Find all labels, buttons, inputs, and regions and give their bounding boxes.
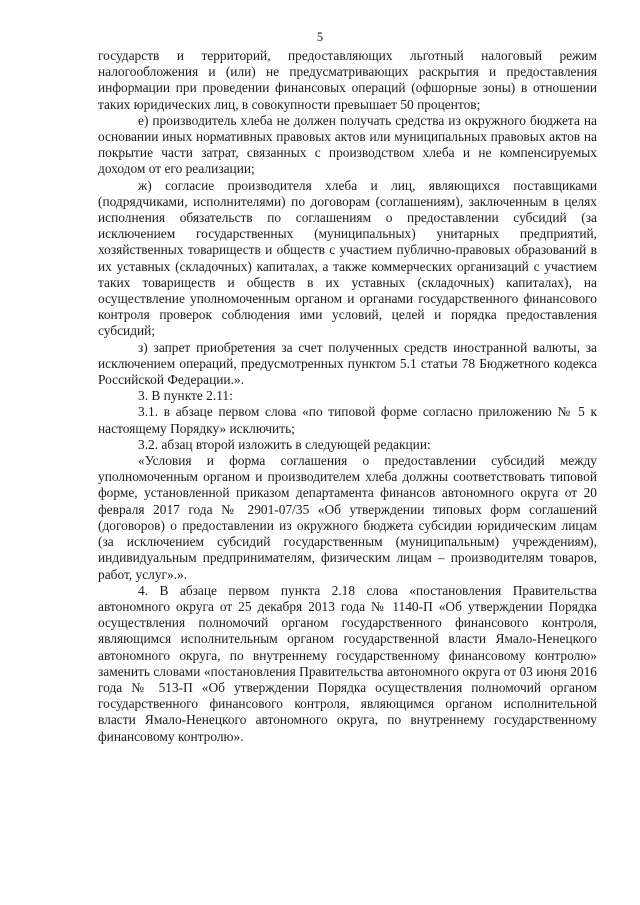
paragraph-point-3-2: 3.2. абзац второй изложить в следующей редакции:: [138, 436, 431, 452]
paragraph-point-4: 4. В абзаце первом пункта 2.18 слова «постановления Правительства автономного округа от 25 декабря 2013 года № 1140-П «Об утверждении Порядка осуществления полномочий органом государственного финансового контроля, являющимся исполнительным органом государственной власти Ямало-Ненецкого автономного округа, по внутреннему государственному финансовому контролю» заменить словами «постановления Правительства автономного округа от 03 июня 2016 года № 513-П «Об утверждении Порядка осуществления полномочий органом государственного финансового контроля, являющимся органом исполнительной власти Ямало-Ненецкого автономного округа, по внутреннему государственному финансовому контролю».: [98, 582, 597, 744]
paragraph-item-e: е) производитель хлеба не должен получать средства из окружного бюджета на основании иных нормативных правовых актов или муниципальных правовых актов на покрытие части затрат, связанных с производством хлеба и не компенсируемых доходом от его реализации;: [98, 112, 597, 177]
page-number: 5: [316, 30, 324, 44]
paragraph-point-3-1: 3.1. в абзаце первом слова «по типовой форме согласно приложению № 5 к настоящему Порядку» исключить;: [98, 404, 597, 436]
paragraph-point-3: 3. В пункте 2.11:: [138, 388, 233, 404]
paragraph-quoted-text: «Условия и форма соглашения о предоставлении субсидий между уполномоченным органом и производителем хлеба должны соответствовать типовой форме, установленной приказом департамента финансов автономного округа от 20 февраля 2017 года № 2901-07/35 «Об утверждении типовых форм соглашений (договоров) о предоставлении из окружного бюджета субсидии юридическим лицам (за исключением субсидий государственным (муниципальным) учреждениям), индивидуальным предпринимателям, физическим лицам – производителям товаров, работ, услуг».».: [98, 453, 597, 582]
paragraph-continuation: государств и территорий, предоставляющих льготный налоговый режим налогообложения и (или) не предусматривающих раскрытия и предоставления информации при проведении финансовых операций (офшорные зоны) в отношении таких юридических лиц, в совокупности превышает 50 процентов;: [98, 48, 597, 112]
paragraph-item-z: з) запрет приобретения за счет полученных средств иностранной валюты, за исключением операций, предусмотренных пунктом 5.1 статьи 78 Бюджетного кодекса Российской Федерации.».: [98, 339, 597, 388]
document-body: [98, 48, 597, 745]
paragraph-item-zh: ж) согласие производителя хлеба и лиц, являющихся поставщиками (подрядчиками, исполнителями) по договорам (соглашениям), заключенным в целях исполнения обязательств по соглашениям о предоставлении субсидий (за исключением государственных (муниципальных) унитарных предприятий, хозяйственных товариществ и обществ с участием публично-правовых образований в их уставных (складочных) капиталах, а также коммерческих организаций с участием таких товариществ и обществ в их уставных (складочных) капиталах), на осуществление уполномоченным органом и органами государственного финансового контроля проверок соблюдения ими условий, целей и порядка предоставления субсидий;: [98, 177, 597, 339]
